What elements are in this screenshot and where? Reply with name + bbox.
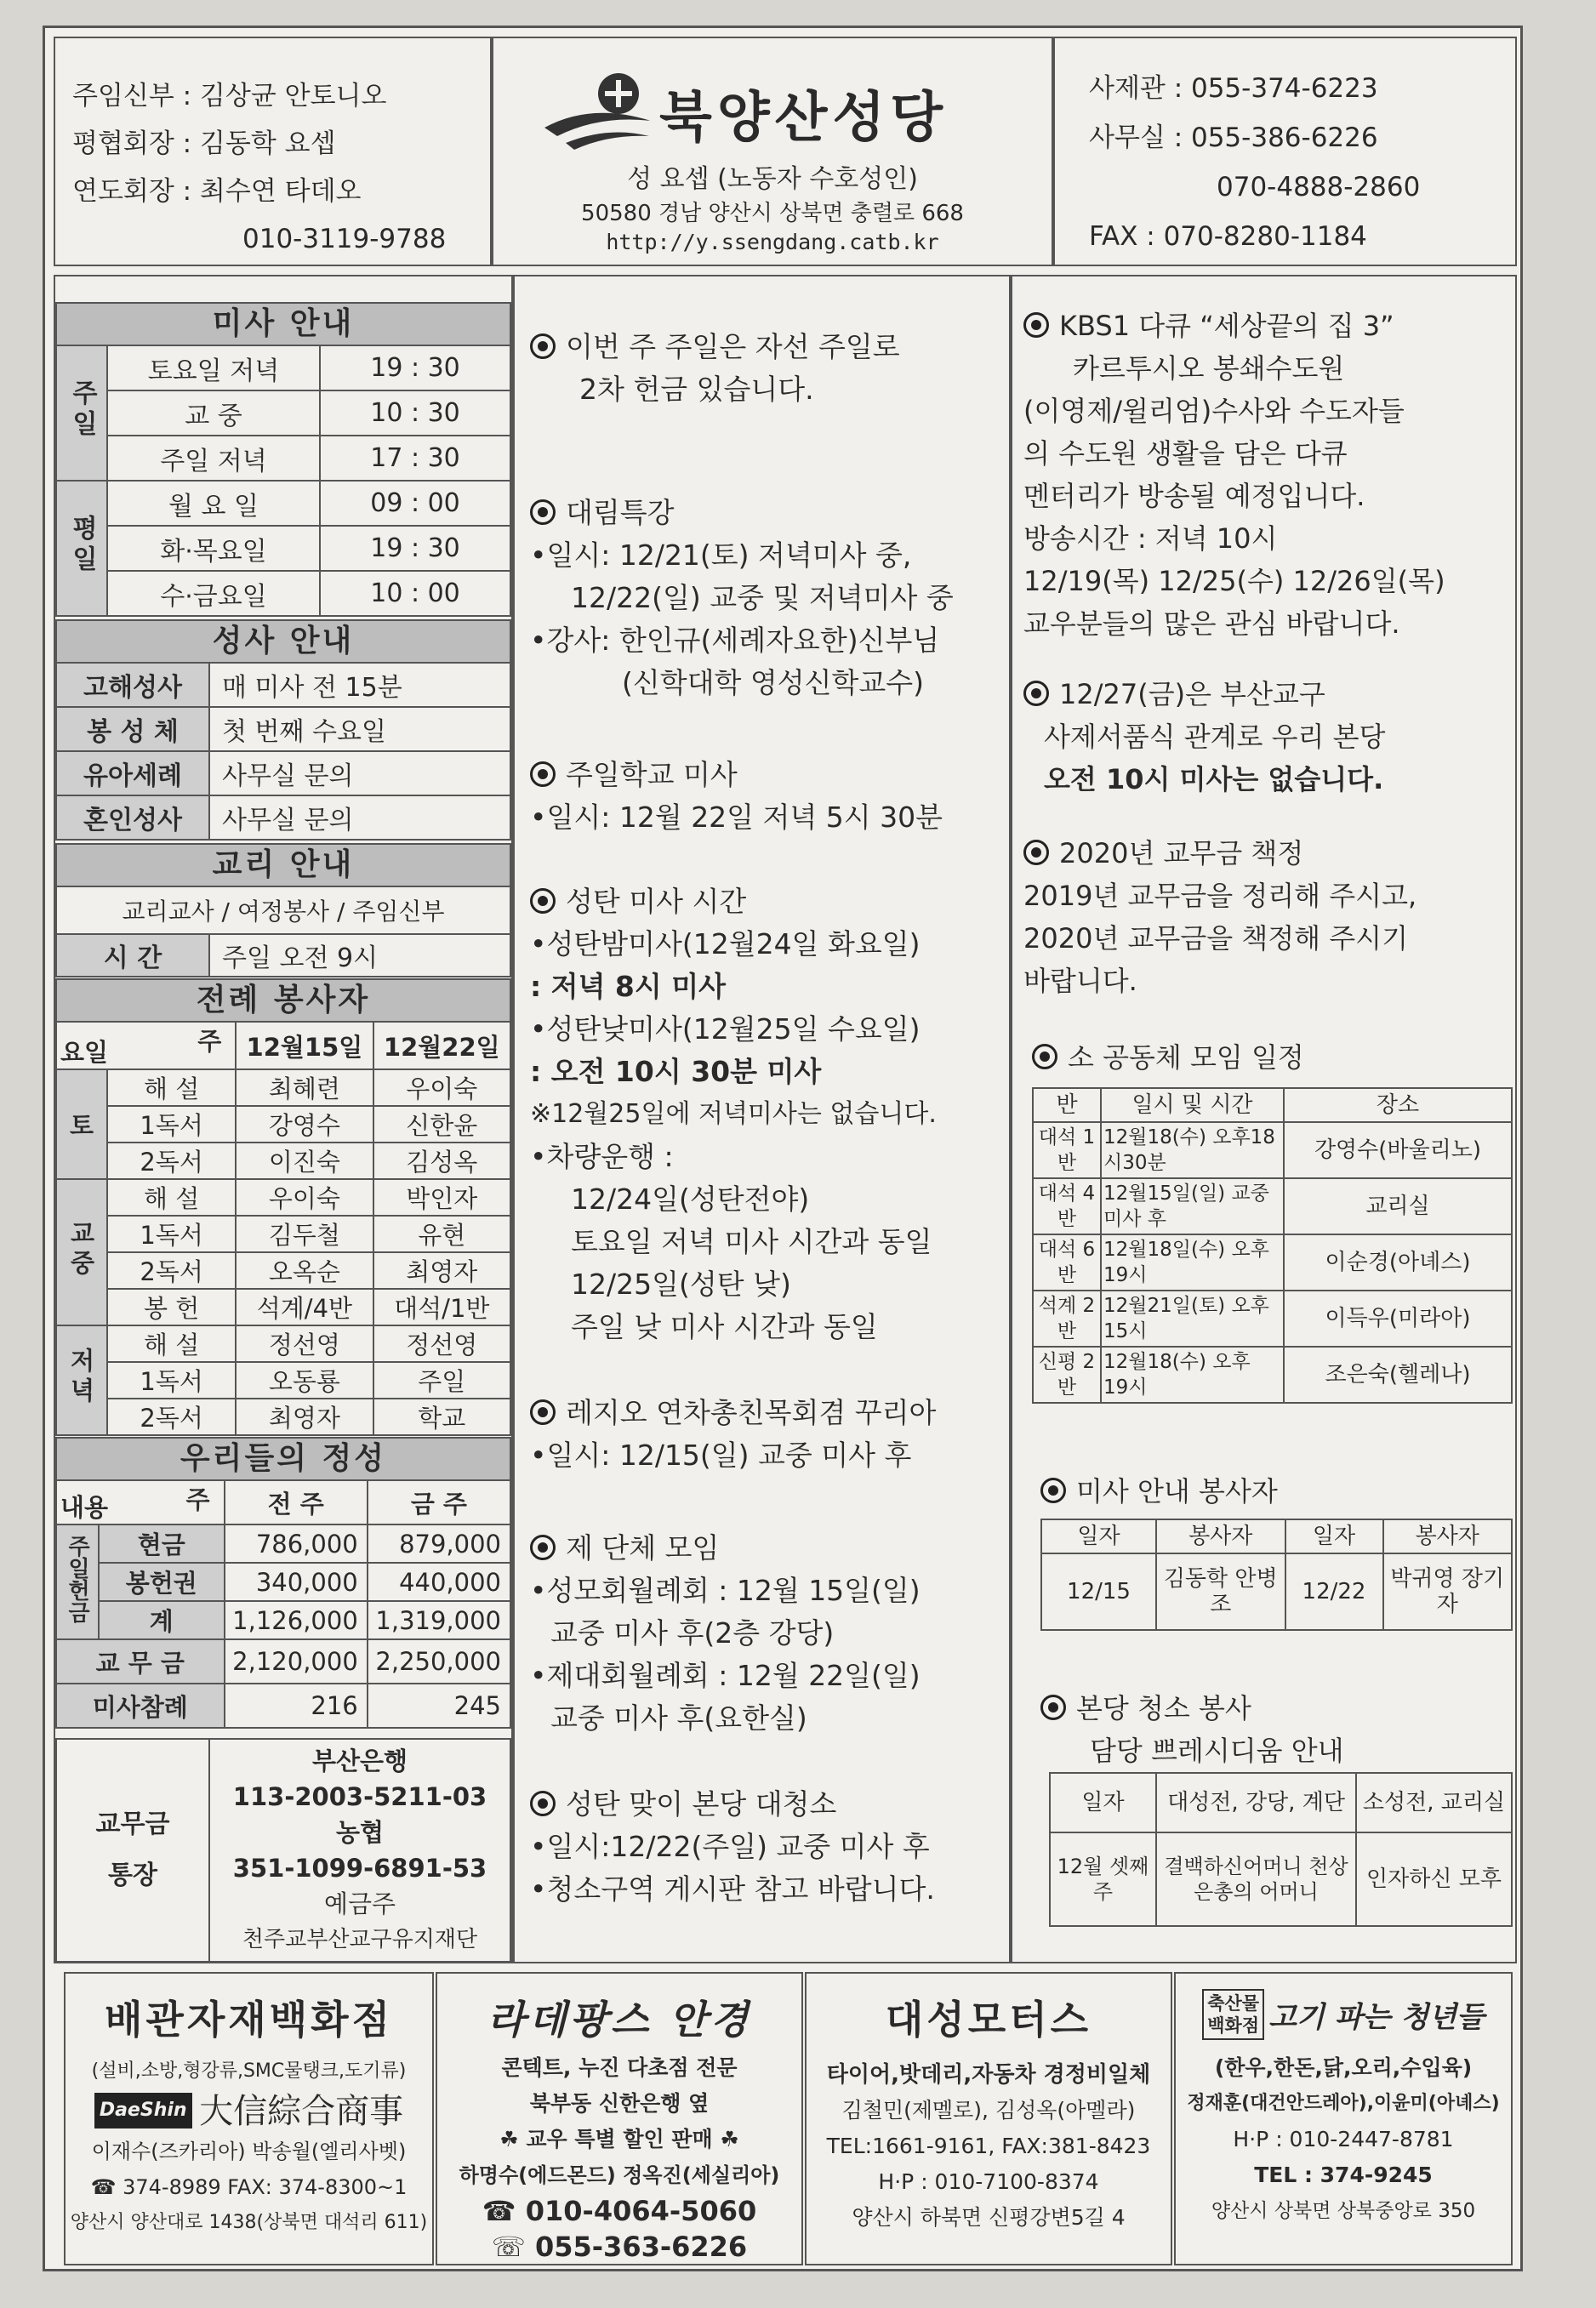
bullet-icon [530,1535,556,1560]
bullet-icon [1040,1695,1066,1720]
ad-motors: 대성모터스 타이어,밧데리,자동차 경정비일체 김철민(제멜로), 김성옥(아멜라) TEL:1661-9161, FAX:381-8423 H·P : 010-7100-8374 양산시 하북면 신평강변5길 4 [805,1972,1172,2265]
staff-phone: 010-3119-9788 [242,224,447,254]
bullet-icon [1023,681,1049,706]
ad-optical: 라데팡스 안경 콘텍트, 누진 다초점 전문 북부동 신한은행 옆 ☘ 교우 특별 할인 판매 ☘ 하명수(에드몬드) 정옥진(세실리아) ☎ 010-4064-5060 ☏ 055-363-6226 [436,1972,803,2265]
butcher-badge: 축산물 백화점 [1202,1989,1264,2040]
notice-groups: 제 단체 모임 •성모회월례회 : 12월 15일(일) 교중 미사 후(2층 강당) •제대회월례회 : 12월 22일(일) 교중 미사 후(요한실) [530,1531,921,1735]
staff-council: 평협회장 : 김동학 요셉 [72,128,336,159]
bullet-icon [1032,1044,1057,1069]
staff-pastor: 주임신부 : 김상균 안토니오 [72,81,387,111]
header-logo [492,37,1053,266]
church-patron: 성 요셉 (노동자 수호성인) [627,164,918,194]
liturgy-table: 주 요일 12월15일 12월22일 토 해 설 최혜련 우이숙 1독서 강영수 신한윤 2독서 이진숙 김성옥 교중 해 설 우이숙 박인자 1독서 김두철 유현 2독서 오옥순 최영자 봉 헌 석계/4반 대석/1반 저녁 해 설 정선영 정선영 1독서 오동룡 주일 2독서 최영자 학교 [55,1021,511,1436]
bullet-icon [1023,312,1049,338]
bullet-icon [530,888,556,914]
doctrine-title: 교리 안내 [55,843,511,887]
sacrament-title: 성사 안내 [55,619,511,664]
mass-sunday-label: 주일 [56,345,107,481]
contact-office2: 070-4888-2860 [1217,172,1421,202]
contact-fax: FAX : 070-8280-1184 [1089,221,1367,252]
bullet-icon [1023,840,1049,865]
bullet-icon [530,499,556,525]
community-schedule-title: 소 공동체 모임 일정 [1032,1036,1304,1079]
cleaning-volunteers-table: 일자 대성전, 강당, 계단 소성전, 교리실 12월 셋째주 결백하신어머니 천상은총의 어머니 인자하신 모후 [1049,1772,1513,1927]
church-name: 북양산성당 [659,87,949,150]
mass-guide-volunteers-table: 일자 봉사자 일자 봉사자 12/15 김동학 안병조 12/22 박귀영 장기자 [1040,1519,1513,1631]
mass-weekday-label: 평일 [56,481,107,616]
header-contacts [1053,37,1517,266]
header-staff [54,37,492,266]
bullet-icon [530,1791,556,1816]
church-url[interactable]: http://y.ssengdang.catb.kr [606,230,939,254]
ad-butcher: 축산물 백화점 고기 파는 청년들 (한우,한돈,닭,오리,수입육) 정재훈(대건안드레아),이윤미(아녜스) H·P : 010-2447-8781 TEL : 374-9245 양산시 상북면 상북중앙로 350 [1174,1972,1513,2265]
notice-dues-2020: 2020년 교무금 책정 2019년 교무금을 정리해 주시고, 2020년 교무금을 책정해 주시기 바랍니다. [1023,837,1417,997]
staff-funeral: 연도회장 : 최수연 타데오 [72,176,362,207]
bullet-icon [530,333,556,359]
mass-title: 미사 안내 [55,302,511,346]
mass-table: 주일 토요일 저녁 19 : 30 교 중 10 : 30 주일 저녁 17 : 30 평일 월 요 일 09 : 00 화·목요일 19 : 30 수·금요일 10 : 00 [55,345,511,617]
contact-rectory: 사제관 : 055-374-6223 [1089,73,1378,104]
notice-sunday-school: 주일학교 미사 •일시: 12월 22일 저녁 5시 30분 [530,758,943,834]
notice-advent-lecture: 대림특강 •일시: 12/21(토) 저녁미사 중, 12/22(일) 교중 및 저녁미사 중 •강사: 한인규(세례자요한)신부님 (신학대학 영성신학교수) [530,496,954,699]
offering-table: 주 내용 전 주 금 주 주일헌금 현금 786,000 879,000 봉헌권 340,000 440,000 계 1,126,000 1,319,000 교 무 금 2,120,000 2,250,000 미사참례 216 245 [55,1479,511,1729]
doctrine-table: 교리교사 / 여정봉사 / 주임신부 시 간 주일 오전 9시 [55,886,511,977]
notice-kbs-docu: KBS1 다큐 “세상끝의 집 3” 카르투시오 봉쇄수도원 (이영제/윌리엄)수사와 수도자들 의 수도원 생활을 담은 다큐 멘터리가 방송될 예정입니다. 방송시간 : 저녁 10시 12/19(목) 12/25(수) 12/26일(목) 교우분들의 많은 관심 바랍니다. [1023,310,1445,640]
notice-christmas-mass: 성탄 미사 시간 •성탄밤미사(12월24일 화요일) : 저녁 8시 미사 •성탄낮미사(12월25일 수요일) : 오전 10시 30분 미사 ※12월25일에 저녁미사는 없습니다. •차량운행 : 12/24일(성탄전야) 토요일 저녁 미사 시간과 동일 12/25일(성탄 낮) 주일 낮 미사 시간과 동일 [530,885,937,1343]
mass-guide-volunteers-title: 미사 안내 봉사자 [1040,1470,1278,1513]
cleaning-volunteers-title: 본당 청소 봉사 담당 쁘레시디움 안내 [1040,1687,1344,1772]
bulletin-page [43,26,1523,2271]
bank-table: 교무금 통장 부산은행 113-2003-5211-03 농협 351-1099-6891-53 예금주 천주교부산교구유지재단 [55,1738,511,1963]
offering-title: 우리들의 정성 [55,1437,511,1481]
notice-cleaning: 성탄 맞이 본당 대청소 •일시:12/22(주일) 교중 미사 후 •청소구역 게시판 참고 바랍니다. [530,1787,935,1906]
liturgy-title: 전례 봉사자 [55,978,511,1023]
daeshin-logo-icon: DaeShin [94,2093,192,2128]
church-address: 50580 경남 양산시 상북면 충렬로 668 [581,201,964,226]
contact-office: 사무실 : 055-386-6226 [1089,123,1378,153]
sacrament-table: 고해성사 매 미사 전 15분 봉 성 체 첫 번째 수요일 유아세례 사무실 문의 혼인성사 사무실 문의 [55,662,511,841]
church-logo-icon [540,68,659,153]
notice-charity: 이번 주 주일은 자선 주일로 2차 헌금 있습니다. [530,326,900,411]
ad-plumbing: 배관자재백화점 (설비,소방,형강류,SMC물탱크,도기류) DaeShin 大信綜合商事 이재수(즈카리아) 박송월(엘리사벳) ☎ 374-8989 FAX: 374-8300~1 양산시 양산대로 1438(상북면 대석리 611) [64,1972,434,2265]
bullet-icon [1040,1478,1066,1503]
notice-ordination: 12/27(금)은 부산교구 사제서품식 관계로 우리 본당 오전 10시 미사는 없습니다. [1023,673,1385,801]
bullet-icon [530,1399,556,1425]
liturgy-corner: 주 요일 [56,1022,236,1069]
bullet-icon [530,761,556,787]
notice-legio: 레지오 연차총친목회겸 꾸리아 •일시: 12/15(일) 교중 미사 후 [530,1396,937,1472]
community-schedule-table: 반 일시 및 시간 장소 대석 1반 12월18(수) 오후18시30분 강영수(바울리노) 대석 4반 12월15일(일) 교중미사 후 교리실 대석 6반 12월18일(수) 오후19시 이순경(아녜스) 석계 2반 12월21일(토) 오후 15시 이득우(미라아) 신평 2반 12월18(수) 오후 19시 조은숙(헬레나) [1032,1087,1513,1404]
